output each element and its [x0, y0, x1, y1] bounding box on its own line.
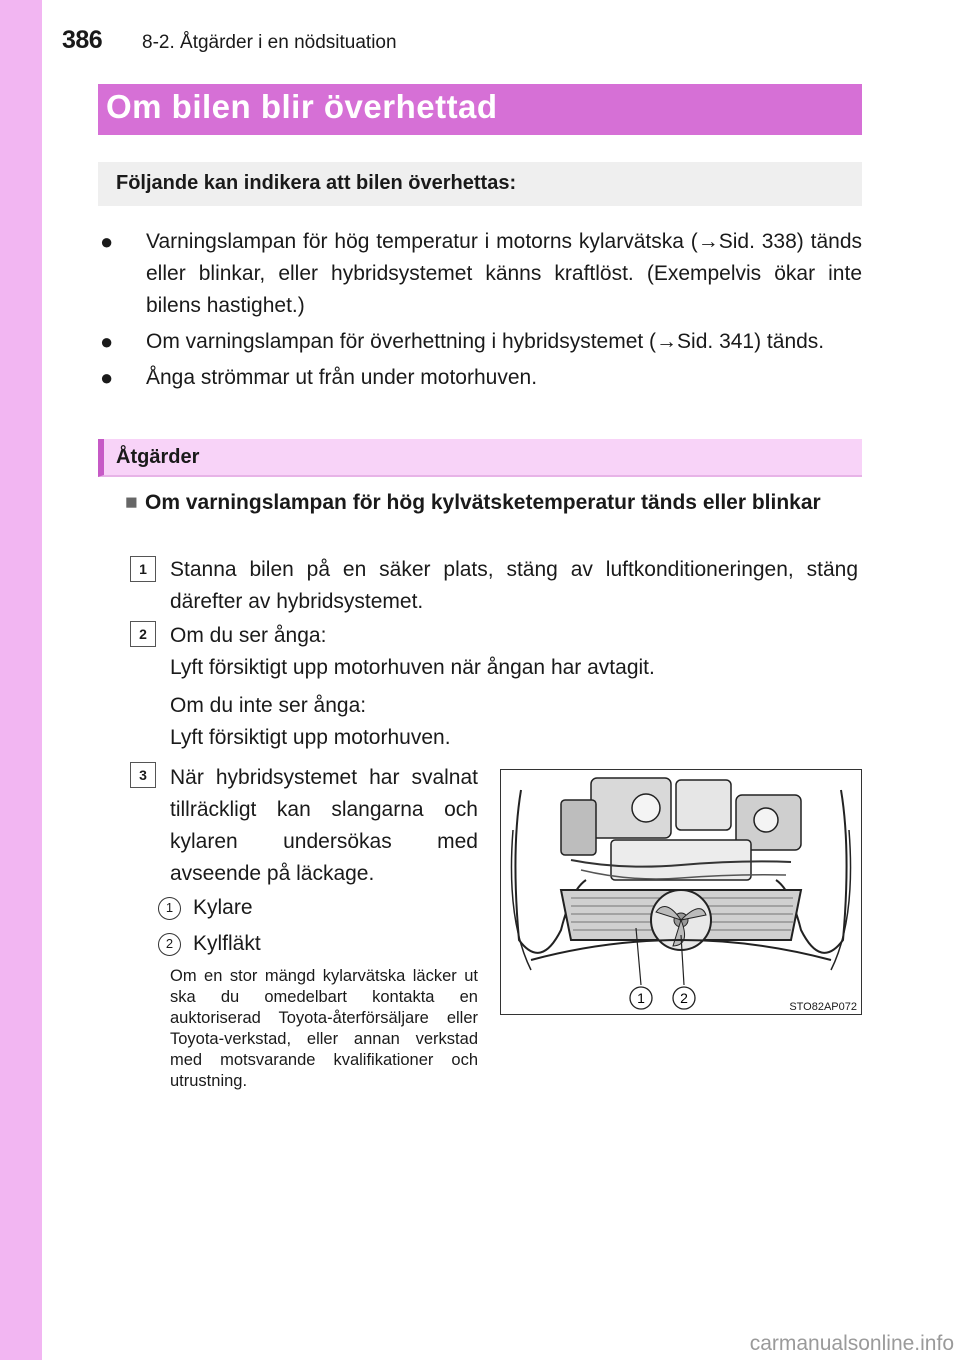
step-1-text: Stanna bilen på en säker plats, stäng av luftkonditioneringen, stäng därefter av hybridsystemet. [170, 558, 858, 613]
step-2-line: Lyft försiktigt upp motorhuven när ångan har avtagit. [170, 656, 655, 679]
part-number-2: 2 [158, 933, 181, 956]
page-number: 386 [62, 26, 103, 54]
leak-note: Om en stor mängd kylarvätska läcker ut ska du omedelbart kontakta en auktoriserad Toyota-återförsäljare eller Toyota-verkstad, eller annan verkstad med motsvarande kvalifikationer och utrustning. [170, 967, 478, 1090]
list-item-text: Om varningslampan för överhettning i hybridsystemet (→Sid. 341) tänds. [146, 330, 825, 353]
section-reference: 8-2. Åtgärder i en nödsituation [142, 32, 397, 53]
part-radiator [158, 896, 253, 920]
measures-heading: Åtgärder [98, 439, 862, 477]
bullet-icon: ● [100, 229, 114, 254]
step-2-block [170, 620, 858, 754]
square-bullet-icon: ■ [125, 491, 138, 514]
watermark: carmanualsonline.info [749, 1332, 954, 1355]
figure-callout-2: 2 [680, 990, 688, 1006]
step-2-line: Lyft försiktigt upp motorhuven. [170, 726, 451, 749]
list-item-text: Ånga strömmar ut från under motorhuven. [146, 366, 538, 389]
side-strip [0, 0, 42, 1360]
indicator-heading: Följande kan indikera att bilen överhettas: [98, 162, 862, 206]
list-item [98, 362, 862, 394]
bullet-icon: ● [100, 365, 114, 390]
step-number-1: 1 [130, 556, 156, 582]
step-2-line: Om du inte ser ånga: [170, 694, 367, 717]
figure-callout-1: 1 [637, 990, 645, 1006]
figure-code: STO82AP072 [789, 1001, 857, 1013]
step-number-2: 2 [130, 621, 156, 647]
list-item [98, 226, 862, 322]
page-title: Om bilen blir överhettad [98, 84, 862, 135]
engine-bay-figure [500, 769, 862, 1015]
indicator-list [98, 226, 862, 398]
part-label: Kylare [193, 896, 253, 919]
step-number-3: 3 [130, 762, 156, 788]
subheading-text: Om varningslampan för hög kylvätsketemperatur tänds eller blinkar [145, 491, 821, 514]
bullet-icon: ● [100, 329, 114, 354]
engine-bay-illustration [501, 770, 860, 1013]
list-item [98, 326, 862, 358]
part-label: Kylfläkt [193, 932, 261, 955]
part-cooling-fan [158, 932, 261, 956]
part-number-1: 1 [158, 897, 181, 920]
step-2-line: Om du ser ånga: [170, 624, 327, 647]
list-item-text: Varningslampan för hög temperatur i motorns kylarvätska (→Sid. 338) tänds eller blinkar, eller hybridsystemet känns kraftlöst. (Exempelvis ökar inte bilens hastighet.) [146, 230, 862, 317]
step-3-text: När hybridsystemet har svalnat tillräckligt kan slangarna och kylaren undersökas med avseende på läckage. [170, 766, 478, 885]
measures-subheading [125, 487, 860, 519]
